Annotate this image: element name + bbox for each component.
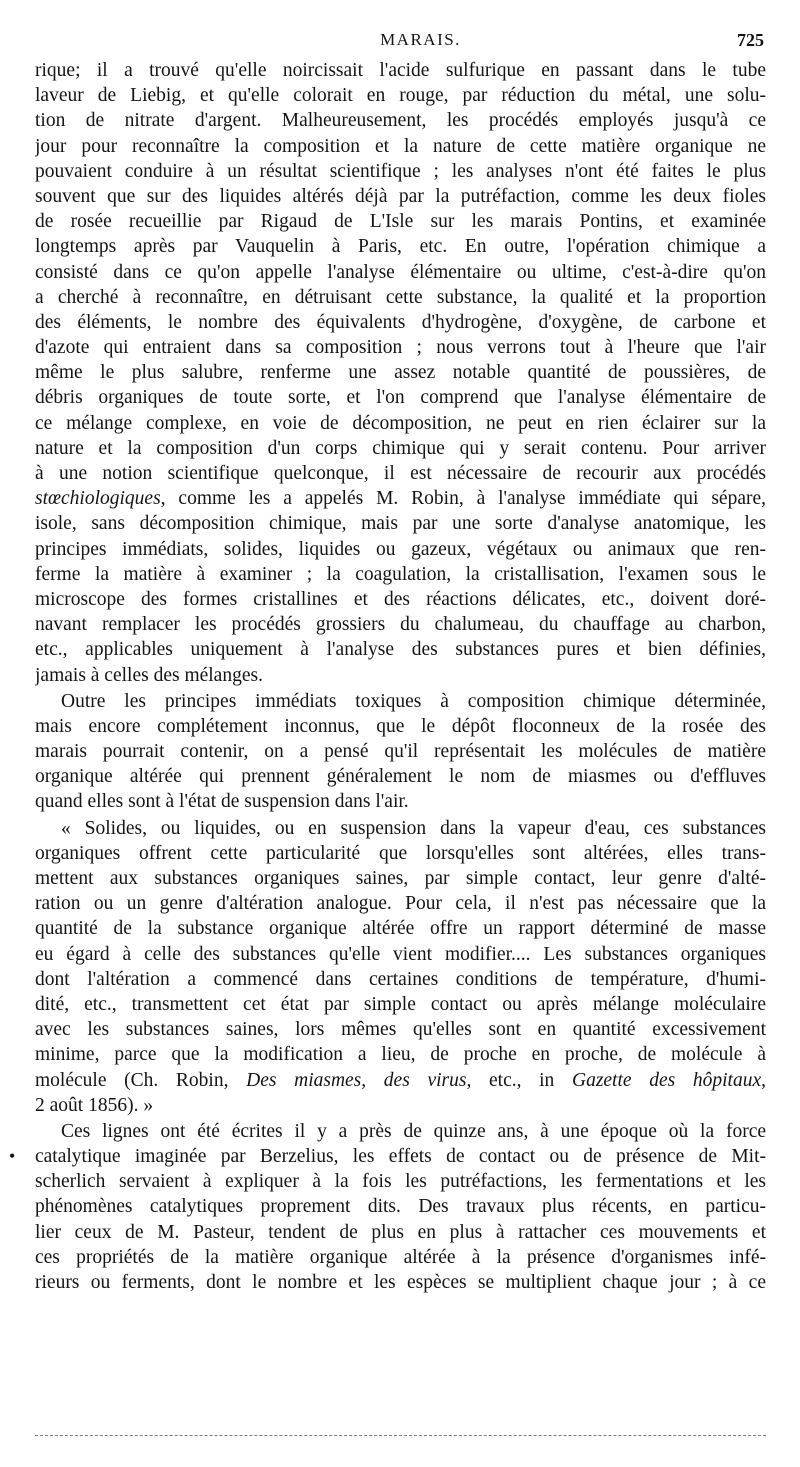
text-line: nature et la composition d'un corps chimique qui y serait contenu. Pour arriver — [35, 437, 766, 459]
text-line: mettent aux substances organiques saines, par simple contact, leur genre d'alté- — [35, 868, 766, 889]
text-line: etc., applicables uniquement à l'analyse des substances pures et bien définies, — [35, 639, 766, 661]
text-line: pouvaient conduire à un résultat scientifique ; les analyses n'ont été faites le plus — [35, 160, 766, 182]
text-line: catalytique imaginée par Berzelius, les effets de contact ou de présence de Mit- — [35, 1146, 766, 1168]
margin-mark: • — [9, 1145, 16, 1166]
text-line: organique altérée qui prennent généralement le nom de miasmes ou d'effluves — [35, 766, 766, 788]
text-line: ration ou un genre d'altération analogue. Pour cela, il n'est pas nécessaire que la — [35, 893, 766, 915]
text-line: Ces lignes ont été écrites il y a près de quinze ans, à une époque où la force — [61, 1120, 766, 1142]
text-line: molécule (Ch. Robin, Des miasmes, des virus, etc., in Gazette des hôpitaux, — [35, 1069, 766, 1091]
paragraph — [35, 58, 766, 688]
text-line: ce mélange complexe, en voie de décomposition, ne peut en rien éclairer sur la — [35, 412, 766, 434]
text-line: débris organiques de toute sorte, et l'on comprend que l'analyse élémentaire de — [35, 387, 766, 409]
paragraph — [35, 689, 766, 815]
text-line: scherlich servaient à expliquer à la fois les putréfactions, les fermentations et les — [35, 1171, 766, 1193]
running-head: MARAIS. — [380, 30, 461, 49]
text-line: jour pour reconnaître la composition et la nature de cette matière organique ne — [35, 135, 766, 157]
text-line: d'azote qui entraient dans sa composition ; nous verrons tout à l'heure que l'air — [35, 337, 766, 359]
text-line: des éléments, le nombre des équivalents d'hydrogène, d'oxygène, de carbone et — [35, 311, 766, 333]
text-line: mais encore complétement inconnus, que le dépôt floconneux de la rosée des — [35, 715, 766, 737]
text-line: dont l'altération a commencé dans certaines conditions de température, d'humi- — [35, 968, 766, 990]
text-line: isole, sans décomposition chimique, mais par une sorte d'analyse anatomique, les — [35, 513, 766, 535]
text-line: Outre les principes immédiats toxiques à composition chimique déterminée, — [61, 690, 766, 712]
text-line: ces propriétés de la matière organique altérée à la présence d'organismes infé- — [35, 1246, 766, 1268]
text-line: tion de nitrate d'argent. Malheureusement, les procédés employés jusqu'à ce — [35, 110, 766, 132]
text-line: de rosée recueillie par Rigaud de L'Isle sur les marais Pontins, et examinée — [35, 211, 766, 233]
text-line: quantité de la substance organique altérée offre un rapport déterminé de masse — [35, 918, 766, 940]
text-line: rieurs ou ferments, dont le nombre et les espèces se multiplient chaque jour ; à ce — [35, 1272, 766, 1293]
text-line: organiques offrent cette particularité que lorsqu'elles sont altérées, elles trans- — [35, 842, 766, 864]
text-line: laveur de Liebig, et qu'elle colorait en rouge, par réduction du métal, une solu- — [35, 85, 766, 107]
text-line: longtemps après par Vauquelin à Paris, etc. En outre, l'opération chimique a — [35, 236, 766, 258]
text-line: microscope des formes cristallines et des réactions délicates, etc., doivent doré- — [35, 588, 766, 610]
page-header — [35, 30, 766, 56]
text-line: souvent que sur des liquides altérés déjà par la putréfaction, comme les deux fioles — [35, 185, 766, 207]
text-line: principes immédiats, solides, liquides ou gazeux, végétaux ou animaux que ren- — [35, 538, 766, 560]
text-line: eu égard à celle des substances qu'elle vient modifier.... Les substances organiques — [35, 943, 766, 965]
text-line: a cherché à reconnaître, en détruisant cette substance, la qualité et la proportion — [35, 286, 766, 308]
text-line: minime, parce que la modification a lieu, de proche en proche, de molécule à — [35, 1044, 766, 1066]
text-line: consisté dans ce qu'on appelle l'analyse élémentaire ou ultime, c'est-à-dire qu'on — [35, 261, 766, 283]
text-line: dité, etc., transmettent cet état par simple contact ou après mélange moléculaire — [35, 993, 766, 1015]
text-line: 2 août 1856). » — [35, 1094, 154, 1116]
page-number: 725 — [737, 30, 764, 50]
text-line: navant remplacer les procédés grossiers du chalumeau, du chauffage au charbon, — [35, 614, 766, 636]
text-line: rique; il a trouvé qu'elle noircissait l'acide sulfurique en passant dans le tube — [35, 60, 766, 81]
text-line: lier ceux de M. Pasteur, tendent de plus en plus à rattacher ces mouvements et — [35, 1221, 766, 1243]
text-line: ferme la matière à examiner ; la coagulation, la cristallisation, l'examen sous le — [35, 563, 766, 585]
body-text — [9, 58, 766, 1295]
text-line: avec les substances saines, lors mêmes qu'elles sont en quantité excessivement — [35, 1019, 766, 1041]
paragraph — [35, 816, 766, 1118]
text-line: « Solides, ou liquides, ou en suspension dans la vapeur d'eau, ces substances — [61, 817, 766, 839]
text-line: jamais à celles des mélanges. — [35, 664, 263, 686]
paragraph — [9, 1119, 766, 1295]
text-line: stœchiologiques, comme les a appelés M. Robin, à l'analyse immédiate qui sépare, — [35, 488, 766, 510]
text-line: marais pourrait contenir, on a pensé qu'il représentait les molécules de matière — [35, 741, 766, 763]
text-line: phénomènes catalytiques proprement dits. Des travaux plus récents, en particu- — [35, 1196, 766, 1218]
footer-rule — [35, 1435, 766, 1436]
text-line: à une notion scientifique quelconque, il est nécessaire de recourir aux procédés — [35, 463, 766, 484]
text-line: quand elles sont à l'état de suspension dans l'air. — [35, 791, 409, 813]
text-line: même le plus salubre, renferme une assez notable quantité de poussières, de — [35, 362, 766, 384]
